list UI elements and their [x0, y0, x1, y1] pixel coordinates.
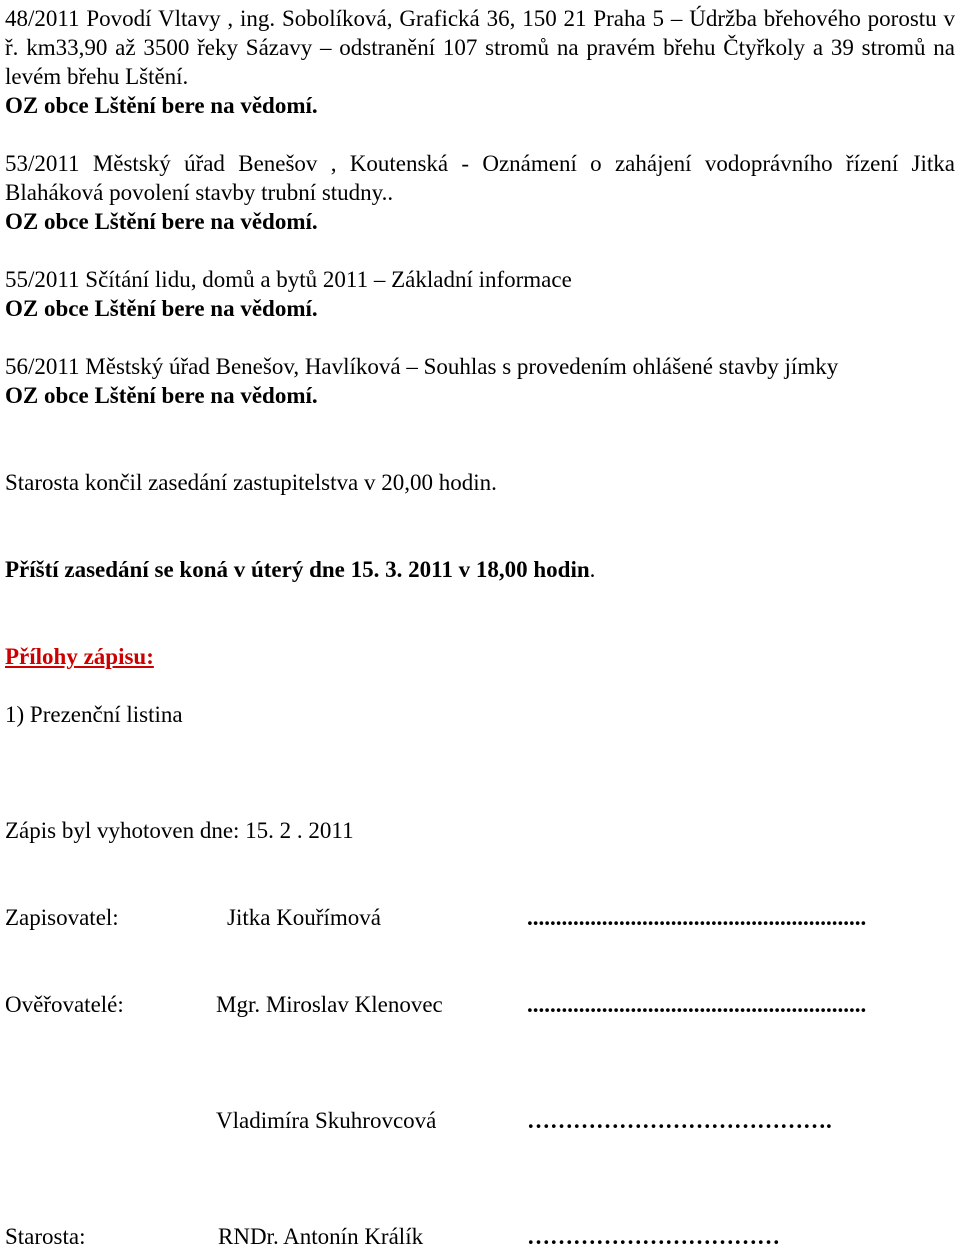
- item-53-2011: 53/2011 Městský úřad Benešov , Koutenská - Oznámení o zahájení vodoprávního řízení Jitka Blaháková povolení stavby trubní studny..: [5, 151, 955, 205]
- signature-name: RNDr. Antonín Králík: [218, 1224, 424, 1249]
- signature-name: Vladimíra Skuhrovcová: [216, 1108, 437, 1133]
- attachments-heading: Přílohy zápisu:: [5, 644, 154, 669]
- signature-role: Starosta:: [5, 1224, 86, 1249]
- signature-name: Jitka Kouřímová: [227, 905, 381, 930]
- item-48-2011: 48/2011 Povodí Vltavy , ing. Sobolíková, Grafická 36, 150 21 Praha 5 – Údržba břehového porostu v ř. km33,90 až 3500 řeky Sázavy – odstranění 107 stromů na pravém břehu Čtyřkoly a 39 stromů na levém břehu Lštění.: [5, 6, 955, 89]
- signature-line: ………………………………….: [527, 1108, 832, 1133]
- signature-role: Ověřovatelé:: [5, 992, 124, 1017]
- next-meeting-text: Příští zasedání se koná v úterý dne 15. 3. 2011 v 18,00 hodin: [5, 557, 590, 582]
- signature-row-verifier-1: [5, 990, 955, 1020]
- item-55-2011: 55/2011 Sčítání lidu, domů a bytů 2011 – Základní informace: [5, 267, 572, 292]
- item-53-2011-note: OZ obce Lštění bere na vědomí.: [5, 209, 318, 234]
- item-56-2011-note: OZ obce Lštění bere na vědomí.: [5, 383, 318, 408]
- record-date: Zápis byl vyhotoven dne: 15. 2 . 2011: [5, 818, 354, 843]
- signature-line: ……………………………: [527, 1224, 780, 1249]
- next-meeting-period: .: [589, 557, 596, 582]
- signature-row-verifier-2: [5, 1106, 955, 1136]
- signature-name: Mgr. Miroslav Klenovec: [216, 992, 443, 1017]
- signature-line: ...........................................................: [527, 992, 867, 1017]
- signature-role: Zapisovatel:: [5, 905, 119, 930]
- item-48-2011-note: OZ obce Lštění bere na vědomí.: [5, 93, 318, 118]
- next-meeting: [5, 555, 955, 584]
- item-55-2011-note: OZ obce Lštění bere na vědomí.: [5, 296, 318, 321]
- attachment-item: 1) Prezenční listina: [5, 702, 183, 727]
- signature-line: ...........................................................: [527, 905, 867, 930]
- signature-row-recorder: [5, 903, 955, 933]
- closing-statement: Starosta končil zasedání zastupitelstva v 20,00 hodin.: [5, 470, 497, 495]
- item-56-2011: 56/2011 Městský úřad Benešov, Havlíková – Souhlas s provedením ohlášené stavby jímky: [5, 354, 839, 379]
- signature-row-mayor: [5, 1222, 955, 1252]
